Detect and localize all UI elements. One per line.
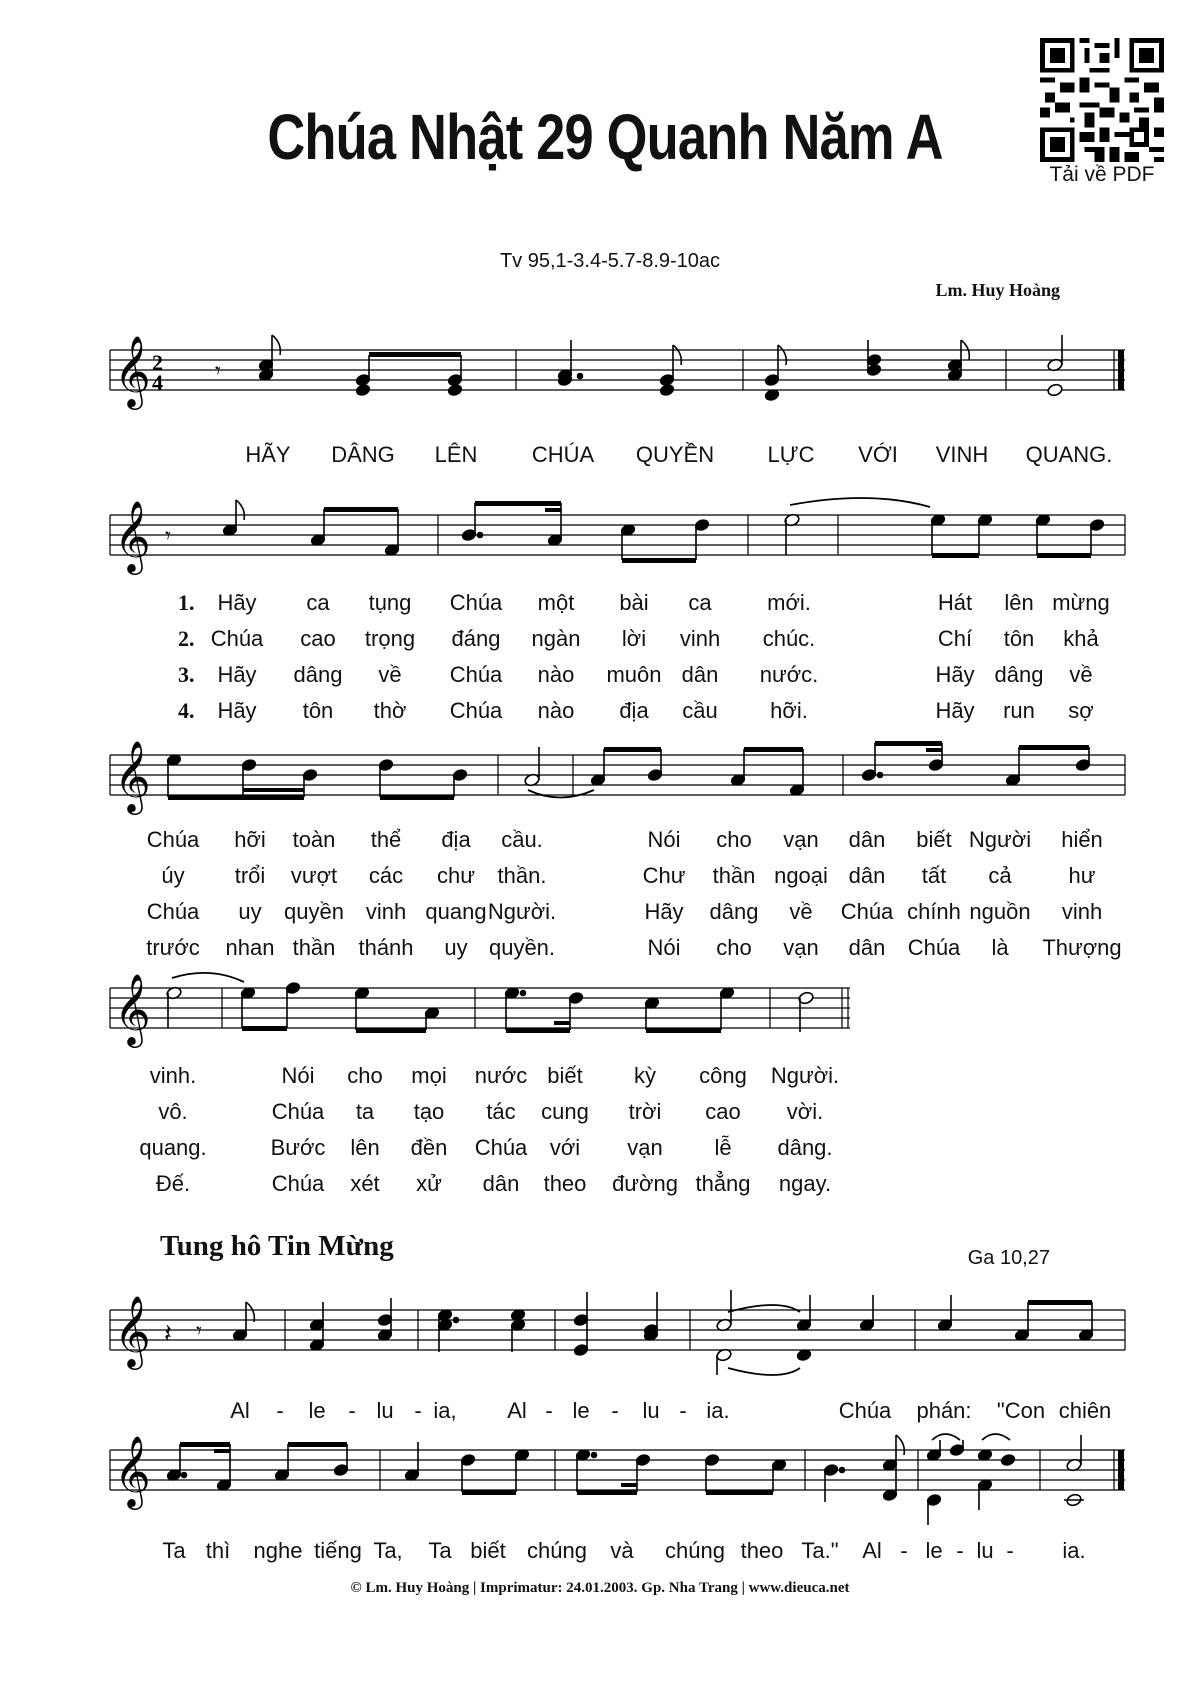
- lyric-syllable: Chúa: [210, 626, 264, 651]
- copyright-footer: © Lm. Huy Hoàng | Imprimatur: 24.01.2003. Gp. Nha Trang | www.dieuca.net: [350, 1580, 850, 1596]
- svg-text:𝄞: 𝄞: [114, 334, 151, 407]
- lyric-syllable: hỡi: [234, 827, 266, 852]
- lyric-syllable: thần.: [497, 863, 547, 888]
- lyric-syllable: cầu.: [501, 827, 543, 852]
- lyric-syllable: Ta: [162, 1538, 186, 1563]
- lyric-syllable: lời: [621, 626, 647, 651]
- lyric-syllable: toàn: [292, 827, 336, 852]
- lyric-syllable: Hãy: [217, 698, 257, 723]
- lyric-syllable: -: [276, 1398, 284, 1423]
- lyric-syllable: về: [789, 899, 813, 924]
- lyric-syllable: thần: [712, 863, 756, 888]
- lyric-syllable: thờ: [373, 698, 407, 723]
- lyric-syllable: Chư: [642, 863, 686, 888]
- staff-system-1: [0, 330, 1200, 430]
- lyric-syllable: thể: [370, 827, 402, 852]
- lyric-syllable: -: [611, 1398, 619, 1423]
- gospel-reference: Ga 10,27: [967, 1247, 1050, 1269]
- svg-text:𝄾: 𝄾: [165, 524, 171, 549]
- lyric-syllable: trổi: [234, 863, 266, 888]
- section-title: Tung hô Tin Mừng: [160, 1230, 394, 1262]
- lyric-syllable: thần: [292, 935, 336, 960]
- page-title: Chúa Nhật 29 Quanh Năm A: [267, 101, 943, 173]
- lyric-syllable: Al: [862, 1538, 882, 1563]
- lyric-syllable: LÊN: [434, 442, 478, 467]
- lyric-syllable: hư: [1068, 863, 1096, 888]
- lyric-syllable: chiên: [1058, 1398, 1112, 1423]
- lyric-syllable: dâng: [709, 899, 759, 924]
- lyric-syllable: ca: [688, 590, 712, 615]
- lyric-syllable: biết: [916, 827, 952, 852]
- lyric-syllable: dân: [681, 662, 719, 687]
- staff-system-4: [0, 968, 1200, 1068]
- lyric-syllable: vượt: [290, 863, 338, 888]
- staff-system-6: [0, 1430, 1200, 1540]
- lyric-syllable: ngàn: [531, 626, 581, 651]
- lyric-syllable: dâng: [994, 662, 1044, 687]
- lyric-syllable: cho: [716, 935, 752, 960]
- lyric-syllable: sợ: [1068, 698, 1094, 723]
- lyric-syllable: tạo: [413, 1099, 445, 1124]
- lyric-syllable: dân: [848, 935, 886, 960]
- lyric-syllable: nào: [537, 698, 575, 723]
- lyric-syllable: ia.: [706, 1398, 730, 1423]
- verse-number: 4.: [178, 698, 195, 723]
- lyric-syllable: lu: [976, 1538, 994, 1563]
- time-signature-top: 2: [152, 350, 163, 375]
- lyric-syllable: cầu: [682, 698, 718, 723]
- lyric-syllable: vô.: [158, 1099, 188, 1124]
- lyric-syllable: là: [991, 935, 1009, 960]
- lyric-syllable: Chúa: [146, 827, 200, 852]
- staff-system-3: [0, 735, 1200, 835]
- lyric-syllable: Chí: [937, 626, 973, 651]
- lyric-syllable: cho: [716, 827, 752, 852]
- lyric-syllable: theo: [543, 1171, 587, 1196]
- lyric-syllable: -: [414, 1398, 422, 1423]
- lyric-syllable: Ta: [428, 1538, 452, 1563]
- svg-text:𝄞: 𝄞: [114, 1294, 151, 1367]
- lyric-syllable: LỰC: [767, 442, 815, 467]
- lyric-syllable: nhan: [225, 935, 275, 960]
- verse-number: 2.: [178, 626, 195, 651]
- lyric-syllable: dâng.: [777, 1135, 833, 1160]
- lyric-syllable: trời: [628, 1099, 662, 1124]
- lyric-syllable: và: [610, 1538, 634, 1563]
- lyric-syllable: lu: [376, 1398, 394, 1423]
- lyric-syllable: -: [679, 1398, 687, 1423]
- svg-text:𝄾: 𝄾: [196, 1319, 202, 1344]
- lyric-syllable: Hát: [937, 590, 973, 615]
- verse-number: 1.: [178, 590, 195, 615]
- lyric-syllable: Người.: [487, 899, 557, 924]
- lyric-syllable: khả: [1063, 626, 1099, 651]
- lyric-syllable: -: [545, 1398, 553, 1423]
- lyric-syllable: dâng: [293, 662, 343, 687]
- svg-text:𝄞: 𝄞: [114, 739, 151, 812]
- lyric-syllable: công: [699, 1063, 747, 1088]
- lyric-syllable: mừng: [1052, 590, 1110, 615]
- lyric-syllable: muôn: [606, 662, 662, 687]
- lyric-syllable: nghe: [253, 1538, 303, 1563]
- qr-code-icon[interactable]: [1040, 38, 1164, 162]
- lyric-syllable: vời.: [786, 1099, 824, 1124]
- lyric-syllable: Chúa: [146, 899, 200, 924]
- lyric-syllable: cao: [705, 1099, 741, 1124]
- lyric-syllable: Chúa: [449, 662, 503, 687]
- lyric-syllable: le: [925, 1538, 943, 1563]
- lyric-syllable: vạn: [783, 827, 819, 852]
- lyric-syllable: ngoại: [774, 863, 828, 888]
- lyric-syllable: đáng: [451, 626, 501, 651]
- lyric-syllable: Hãy: [935, 662, 975, 687]
- lyric-syllable: Nói: [647, 827, 681, 852]
- lyric-syllable: vinh: [365, 899, 407, 924]
- lyric-syllable: dân: [848, 863, 886, 888]
- lyric-syllable: vinh.: [149, 1063, 197, 1088]
- lyric-syllable: tiếng: [314, 1538, 362, 1563]
- lyric-syllable: Ta.": [801, 1538, 839, 1563]
- staff-system-5: [0, 1290, 1200, 1400]
- lyric-syllable: Chúa: [838, 1398, 892, 1423]
- lyric-syllable: ia,: [433, 1398, 457, 1423]
- lyric-syllable: úy: [161, 863, 185, 888]
- lyric-syllable: vinh: [679, 626, 721, 651]
- lyric-syllable: ia.: [1062, 1538, 1086, 1563]
- lyric-syllable: thì: [205, 1538, 231, 1563]
- lyric-syllable: Đế.: [155, 1171, 191, 1196]
- lyric-syllable: cao: [300, 626, 336, 651]
- svg-text:𝄽: 𝄽: [164, 1319, 172, 1349]
- lyric-syllable: uy: [444, 935, 468, 960]
- download-pdf-label[interactable]: Tải về PDF: [1049, 163, 1155, 186]
- lyric-syllable: nước: [474, 1063, 528, 1088]
- lyric-syllable: VINH: [935, 442, 989, 467]
- lyric-syllable: địa: [619, 698, 649, 723]
- lyric-syllable: quyền: [284, 899, 344, 924]
- lyric-syllable: Hãy: [935, 698, 975, 723]
- lyric-syllable: thánh: [358, 935, 414, 960]
- lyric-syllable: mới.: [767, 590, 811, 615]
- lyric-syllable: Chúa: [271, 1171, 325, 1196]
- lyric-syllable: chúc.: [762, 626, 816, 651]
- staff-system-2: [0, 495, 1200, 595]
- lyric-syllable: biết: [470, 1538, 506, 1563]
- lyric-syllable: nào: [537, 662, 575, 687]
- lyric-syllable: đường: [612, 1171, 678, 1196]
- lyric-syllable: Chúa: [907, 935, 961, 960]
- lyric-syllable: -: [348, 1398, 356, 1423]
- lyric-syllable: Hãy: [217, 662, 257, 687]
- lyric-syllable: -: [1006, 1538, 1014, 1563]
- lyric-syllable: chúng: [665, 1538, 725, 1563]
- lyric-syllable: một: [537, 590, 575, 615]
- lyric-syllable: QUANG.: [1025, 442, 1113, 467]
- lyric-syllable: ca: [306, 590, 330, 615]
- lyric-syllable: quyền.: [488, 935, 556, 960]
- lyric-syllable: Người: [968, 827, 1032, 852]
- lyric-syllable: Người.: [770, 1063, 840, 1088]
- lyric-syllable: nguồn: [969, 899, 1031, 924]
- lyric-syllable: với: [549, 1135, 581, 1160]
- lyric-syllable: xử: [416, 1171, 442, 1196]
- lyric-syllable: CHÚA: [531, 442, 595, 467]
- lyric-syllable: mọi: [411, 1063, 447, 1088]
- verse-number: 3.: [178, 662, 195, 687]
- lyric-syllable: kỳ: [634, 1063, 656, 1088]
- lyric-syllable: trọng: [364, 626, 416, 651]
- lyric-syllable: DÂNG: [331, 442, 395, 467]
- lyric-syllable: tác: [486, 1099, 516, 1124]
- lyric-syllable: đền: [410, 1135, 448, 1160]
- lyric-syllable: tôn: [1003, 626, 1035, 651]
- lyric-syllable: Nói: [281, 1063, 315, 1088]
- lyric-syllable: -: [956, 1538, 964, 1563]
- lyric-syllable: trước: [146, 935, 200, 960]
- lyric-syllable: cho: [347, 1063, 383, 1088]
- lyric-syllable: thẳng: [695, 1171, 751, 1196]
- lyric-syllable: tôn: [302, 698, 334, 723]
- lyric-syllable: cung: [541, 1099, 589, 1124]
- lyric-syllable: Chúa: [449, 590, 503, 615]
- lyric-syllable: quang: [425, 899, 487, 924]
- lyric-syllable: le: [572, 1398, 590, 1423]
- lyric-syllable: run: [1003, 698, 1035, 723]
- lyric-syllable: theo: [740, 1538, 784, 1563]
- lyric-syllable: Al: [230, 1398, 250, 1423]
- lyric-syllable: lên: [350, 1135, 380, 1160]
- lyric-syllable: Bước: [270, 1135, 326, 1160]
- lyric-syllable: phán:: [916, 1398, 972, 1423]
- lyric-syllable: vạn: [627, 1135, 663, 1160]
- lyric-syllable: le: [308, 1398, 326, 1423]
- lyric-syllable: chính: [907, 899, 961, 924]
- lyric-syllable: -: [900, 1538, 908, 1563]
- lyric-syllable: ngay.: [778, 1171, 832, 1196]
- lyric-syllable: các: [368, 863, 404, 888]
- time-signature-bottom: 4: [152, 370, 163, 395]
- lyric-syllable: Nói: [647, 935, 681, 960]
- lyric-syllable: Hãy: [644, 899, 684, 924]
- lyric-syllable: Ta,: [373, 1538, 403, 1563]
- lyric-syllable: tụng: [368, 590, 412, 615]
- lyric-syllable: xét: [350, 1171, 380, 1196]
- lyric-syllable: dân: [848, 827, 886, 852]
- lyric-syllable: chư: [437, 863, 475, 888]
- lyric-syllable: Chúa: [840, 899, 894, 924]
- lyric-syllable: ta: [355, 1099, 375, 1124]
- svg-text:𝄞: 𝄞: [114, 499, 151, 572]
- lyric-syllable: dân: [482, 1171, 520, 1196]
- lyric-syllable: Chúa: [474, 1135, 528, 1160]
- lyric-syllable: VỚI: [858, 442, 898, 467]
- lyric-syllable: QUYỀN: [635, 442, 715, 467]
- psalm-reference: Tv 95,1-3.4-5.7-8.9-10ac: [499, 250, 721, 272]
- lyric-syllable: vạn: [783, 935, 819, 960]
- lyric-syllable: chúng: [527, 1538, 587, 1563]
- lyric-syllable: Chúa: [271, 1099, 325, 1124]
- lyric-syllable: "Con: [996, 1398, 1046, 1423]
- lyric-syllable: lễ: [714, 1135, 732, 1160]
- svg-text:𝄞: 𝄞: [114, 972, 151, 1045]
- lyric-syllable: nước.: [759, 662, 819, 687]
- lyric-syllable: bài: [619, 590, 649, 615]
- lyric-syllable: hiển: [1061, 827, 1103, 852]
- lyric-syllable: lu: [642, 1398, 660, 1423]
- lyric-syllable: hỡi.: [770, 698, 808, 723]
- composer: Lm. Huy Hoàng: [935, 280, 1060, 300]
- svg-text:𝄞: 𝄞: [114, 1434, 151, 1507]
- lyric-syllable: Thượng: [1042, 935, 1122, 960]
- lyric-syllable: về: [378, 662, 402, 687]
- lyric-syllable: uy: [238, 899, 262, 924]
- lyric-syllable: vinh: [1061, 899, 1103, 924]
- lyric-syllable: quang.: [139, 1135, 207, 1160]
- svg-text:𝄾: 𝄾: [215, 359, 221, 384]
- lyric-syllable: tất: [921, 863, 947, 888]
- lyric-syllable: biết: [547, 1063, 583, 1088]
- lyric-syllable: Hãy: [217, 590, 257, 615]
- lyric-syllable: HÃY: [245, 442, 291, 467]
- lyric-syllable: địa: [441, 827, 471, 852]
- lyric-syllable: Al: [507, 1398, 527, 1423]
- lyric-syllable: cả: [988, 863, 1012, 888]
- lyric-syllable: lên: [1004, 590, 1034, 615]
- lyric-syllable: về: [1069, 662, 1093, 687]
- lyric-syllable: Chúa: [449, 698, 503, 723]
